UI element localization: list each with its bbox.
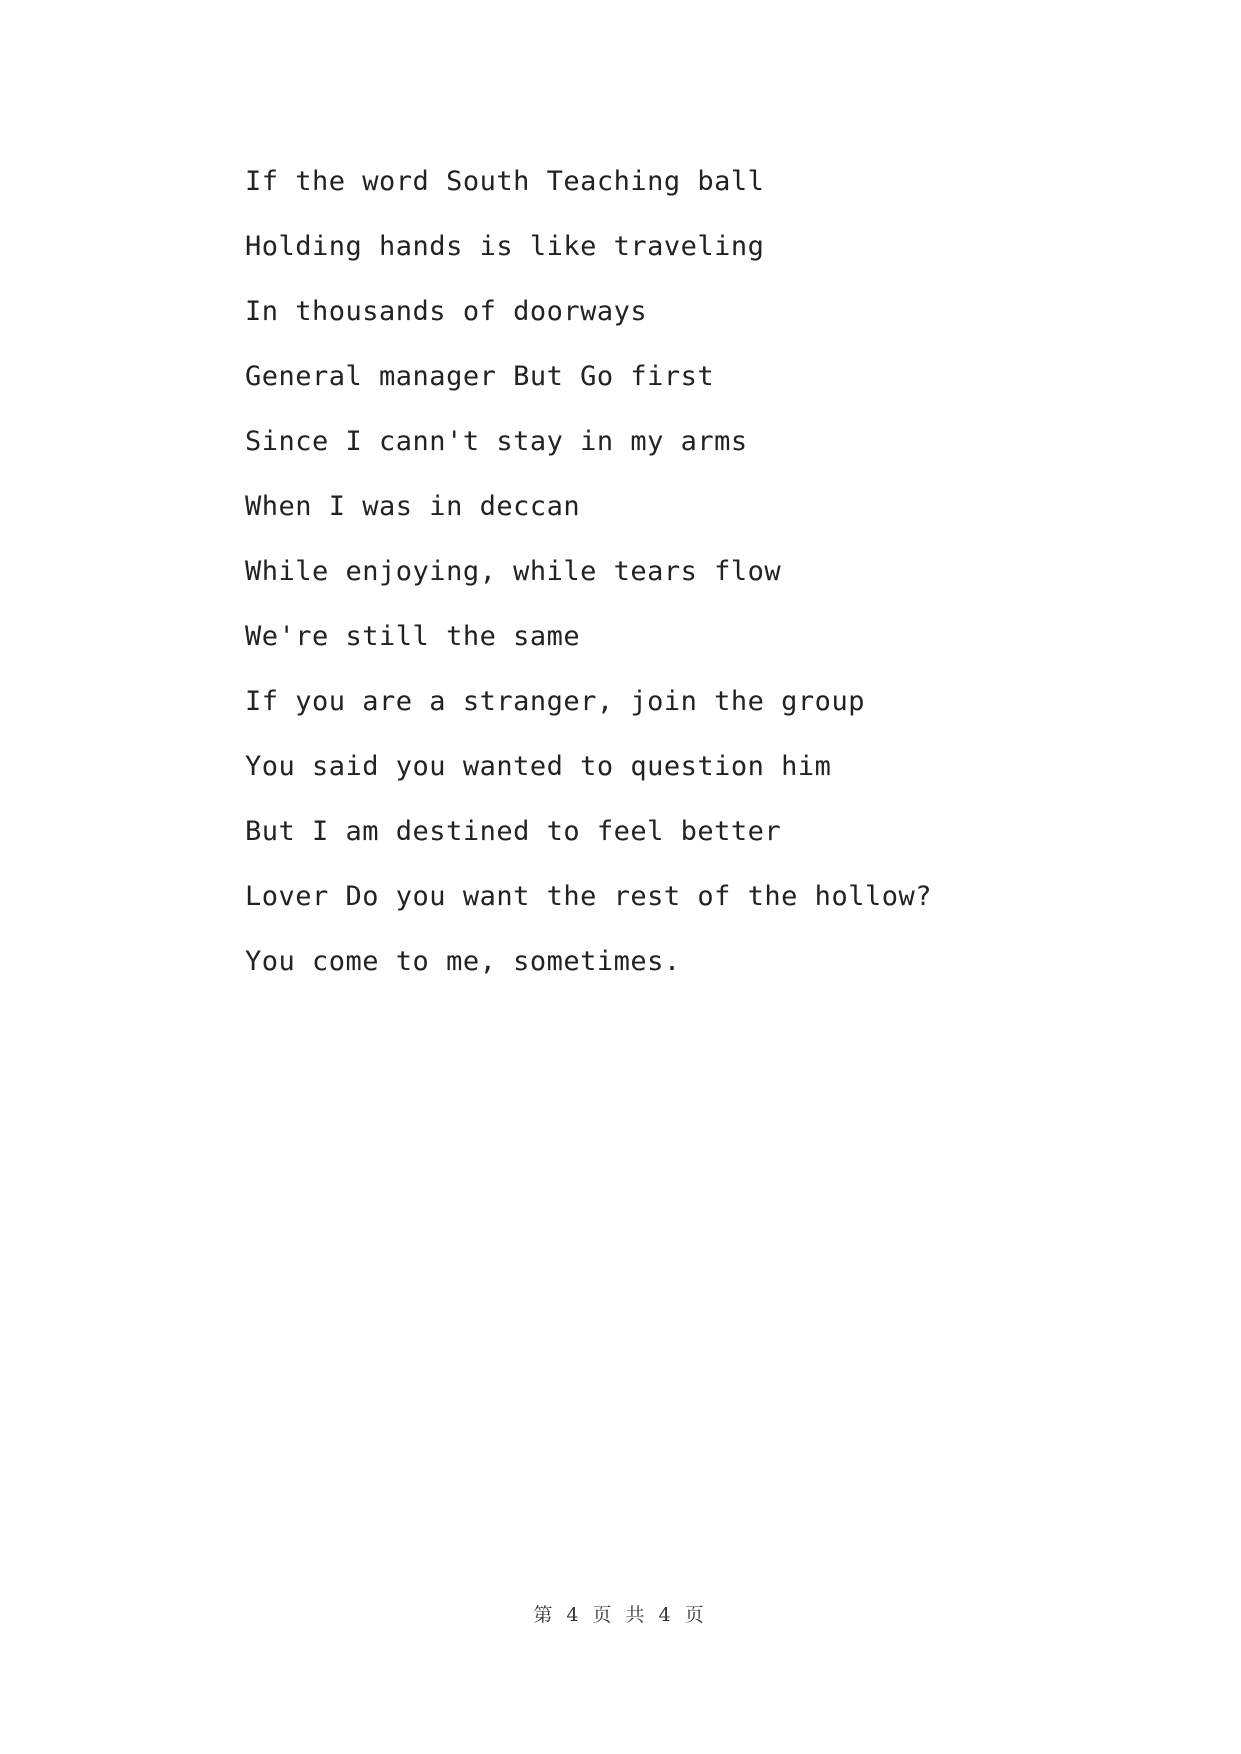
- poem-line: When I was in deccan: [245, 491, 581, 522]
- poem-line: Holding hands is like traveling: [245, 231, 765, 262]
- poem-line: General manager But Go first: [245, 361, 715, 392]
- poem-line: In thousands of doorways: [245, 296, 648, 327]
- poem-body: [245, 162, 932, 1007]
- poem-line: You come to me, sometimes.: [245, 946, 681, 977]
- poem-line: We're still the same: [245, 621, 581, 652]
- poem-line: If the word South Teaching ball: [245, 166, 765, 197]
- poem-line: Lover Do you want the rest of the hollow?: [245, 881, 932, 912]
- page-number-footer: 第 4 页 共 4 页: [533, 1604, 708, 1626]
- poem-line: If you are a stranger, join the group: [245, 686, 865, 717]
- poem-line: While enjoying, while tears flow: [245, 556, 782, 587]
- poem-line: But I am destined to feel better: [245, 816, 782, 847]
- poem-line: Since I cann't stay in my arms: [245, 426, 748, 457]
- poem-line: You said you wanted to question him: [245, 751, 832, 782]
